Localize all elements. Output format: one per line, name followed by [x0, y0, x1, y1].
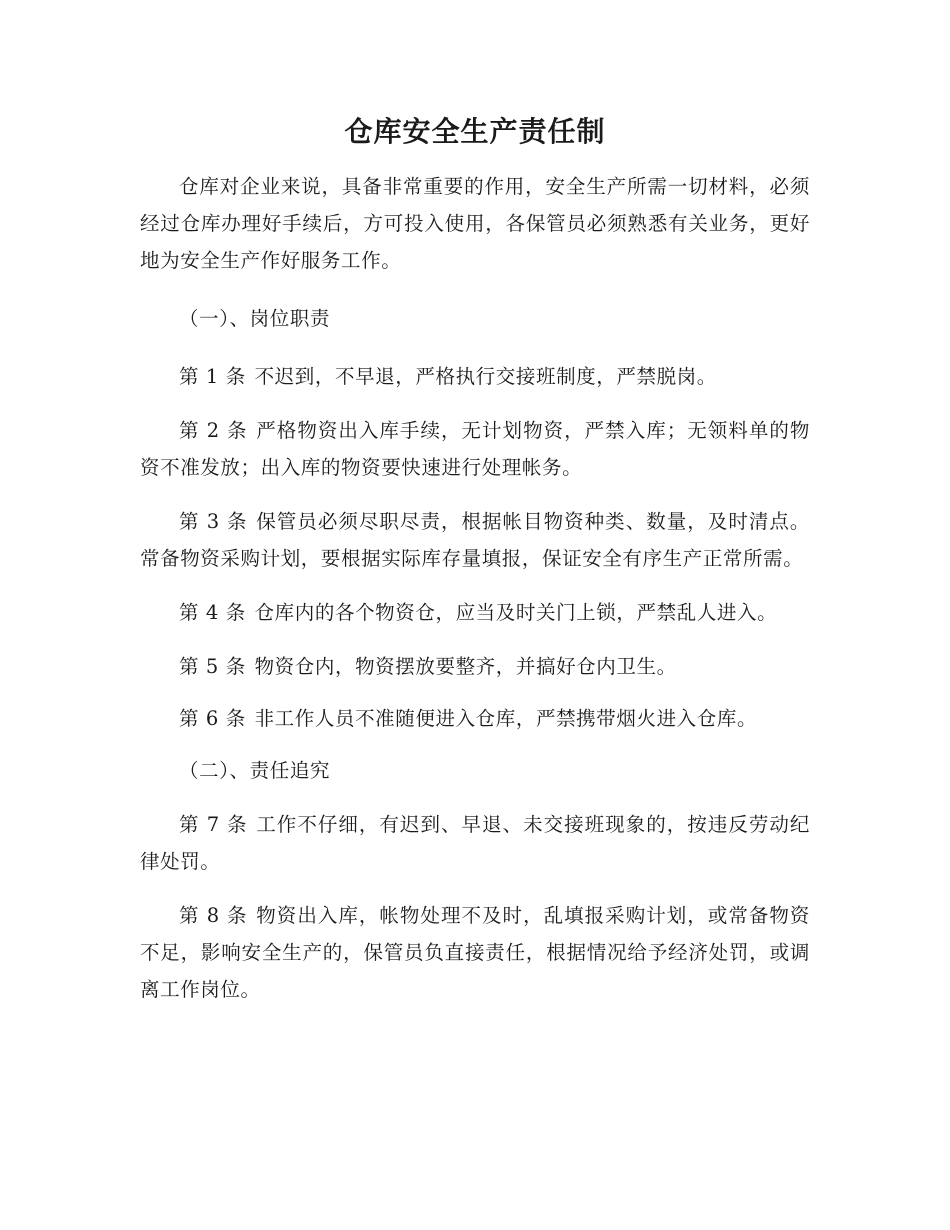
article-1: [140, 358, 810, 395]
article-6: [140, 700, 810, 737]
article-number: 第 5 条: [179, 655, 246, 678]
article-number: 第 1 条: [179, 365, 246, 388]
article-number: 第 2 条: [179, 419, 248, 442]
document-body: [140, 168, 810, 1008]
article-8: [140, 897, 810, 1008]
section-heading-accountability: （二）、责任追究: [179, 759, 331, 782]
article-number: 第 8 条: [179, 904, 248, 927]
article-text: 仓库内的各个物资仓，应当及时关门上锁，严禁乱人进入。: [254, 601, 778, 624]
article-4: [140, 594, 810, 631]
article-2: [140, 412, 810, 486]
article-text: 物资出入库，帐物处理不及时，乱填报采购计划，或常备物资不足，影响安全生产的，保管员负直接责任，根据情况给予经济处罚，或调离工作岗位。: [140, 904, 810, 1001]
article-text: 物资仓内，物资摆放要整齐，并搞好仓内卫生。: [254, 655, 677, 678]
article-text: 非工作人员不准随便进入仓库，严禁携带烟火进入仓库。: [254, 707, 758, 730]
article-5: [140, 648, 810, 685]
article-text: 不迟到，不早退，严格执行交接班制度，严禁脱岗。: [254, 365, 717, 388]
article-number: 第 6 条: [179, 707, 246, 730]
document-title: 仓库安全生产责任制: [344, 115, 606, 148]
article-7: [140, 806, 810, 880]
article-number: 第 4 条: [179, 601, 246, 624]
article-number: 第 3 条: [179, 510, 248, 533]
article-text: 严格物资出入库手续，无计划物资，严禁入库；无领料单的物资不准发放；出入库的物资要快速进行处理帐务。: [140, 419, 810, 479]
article-text: 保管员必须尽职尽责，根据帐目物资种类、数量，及时清点。常备物资采购计划，要根据实际库存量填报，保证安全有序生产正常所需。: [140, 510, 810, 570]
intro-paragraph: 仓库对企业来说，具备非常重要的作用，安全生产所需一切材料，必须经过仓库办理好手续后，方可投入使用，各保管员必须熟悉有关业务，更好地为安全生产作好服务工作。: [140, 175, 810, 272]
article-text: 工作不仔细，有迟到、早退、未交接班现象的，按违反劳动纪律处罚。: [140, 813, 810, 873]
article-3: [140, 503, 810, 577]
section-heading-duties: （一）、岗位职责: [179, 307, 331, 330]
article-number: 第 7 条: [179, 813, 248, 836]
